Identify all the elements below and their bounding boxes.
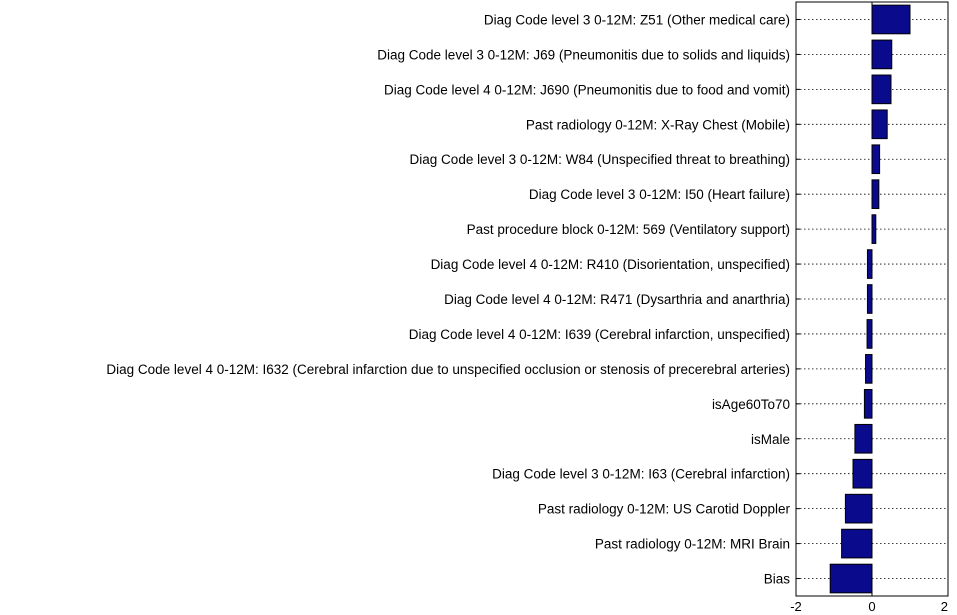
bar — [866, 355, 872, 384]
category-label: Diag Code level 4 0-12M: J690 (Pneumonitis due to food and vomit) — [384, 82, 790, 98]
bar — [872, 40, 892, 69]
category-label: Diag Code level 4 0-12M: I639 (Cerebral infarction, unspecified) — [408, 326, 790, 342]
category-label: Past radiology 0-12M: X-Ray Chest (Mobile) — [525, 117, 790, 133]
category-label: Diag Code level 4 0-12M: R410 (Disorientation, unspecified) — [430, 257, 790, 273]
x-tick-label: -2 — [790, 599, 802, 614]
bar — [842, 529, 872, 558]
category-label: Diag Code level 3 0-12M: J69 (Pneumonitis due to solids and liquids) — [377, 47, 790, 63]
x-tick-label: 2 — [940, 599, 948, 614]
bar — [867, 285, 872, 314]
bar — [872, 110, 887, 139]
bar — [867, 320, 872, 349]
category-label: Diag Code level 3 0-12M: W84 (Unspecified threat to breathing) — [409, 152, 790, 168]
bar — [872, 215, 876, 244]
category-label: isAge60To70 — [711, 396, 790, 412]
category-label: isMale — [750, 431, 790, 447]
x-tick-label: 0 — [868, 599, 876, 614]
bar — [864, 389, 872, 418]
category-label: Diag Code level 4 0-12M: R471 (Dysarthria and anarthria) — [444, 292, 790, 307]
bar — [872, 75, 891, 104]
bar — [872, 180, 879, 209]
bar — [872, 5, 910, 34]
bar — [845, 494, 872, 523]
bars — [830, 5, 910, 593]
bar — [872, 145, 880, 174]
category-label: Bias — [763, 571, 790, 587]
category-label: Past procedure block 0-12M: 569 (Ventilatory support) — [466, 222, 790, 238]
category-label: Past radiology 0-12M: MRI Brain — [594, 536, 790, 552]
bar — [830, 564, 872, 593]
category-label: Diag Code level 3 0-12M: I63 (Cerebral infarction) — [492, 466, 790, 482]
category-label: Diag Code level 3 0-12M: Z51 (Other medical care) — [483, 12, 790, 28]
category-labels — [106, 12, 790, 586]
category-label: Past radiology 0-12M: US Carotid Doppler — [537, 501, 790, 517]
bar — [867, 250, 872, 279]
category-label: Diag Code level 3 0-12M: I50 (Heart failure) — [528, 187, 790, 203]
category-label: Diag Code level 4 0-12M: I632 (Cerebral infarction due to unspecified occlusion or stenosis of precerebral arteries) — [106, 361, 790, 377]
bar — [855, 424, 872, 453]
bar — [853, 459, 872, 488]
